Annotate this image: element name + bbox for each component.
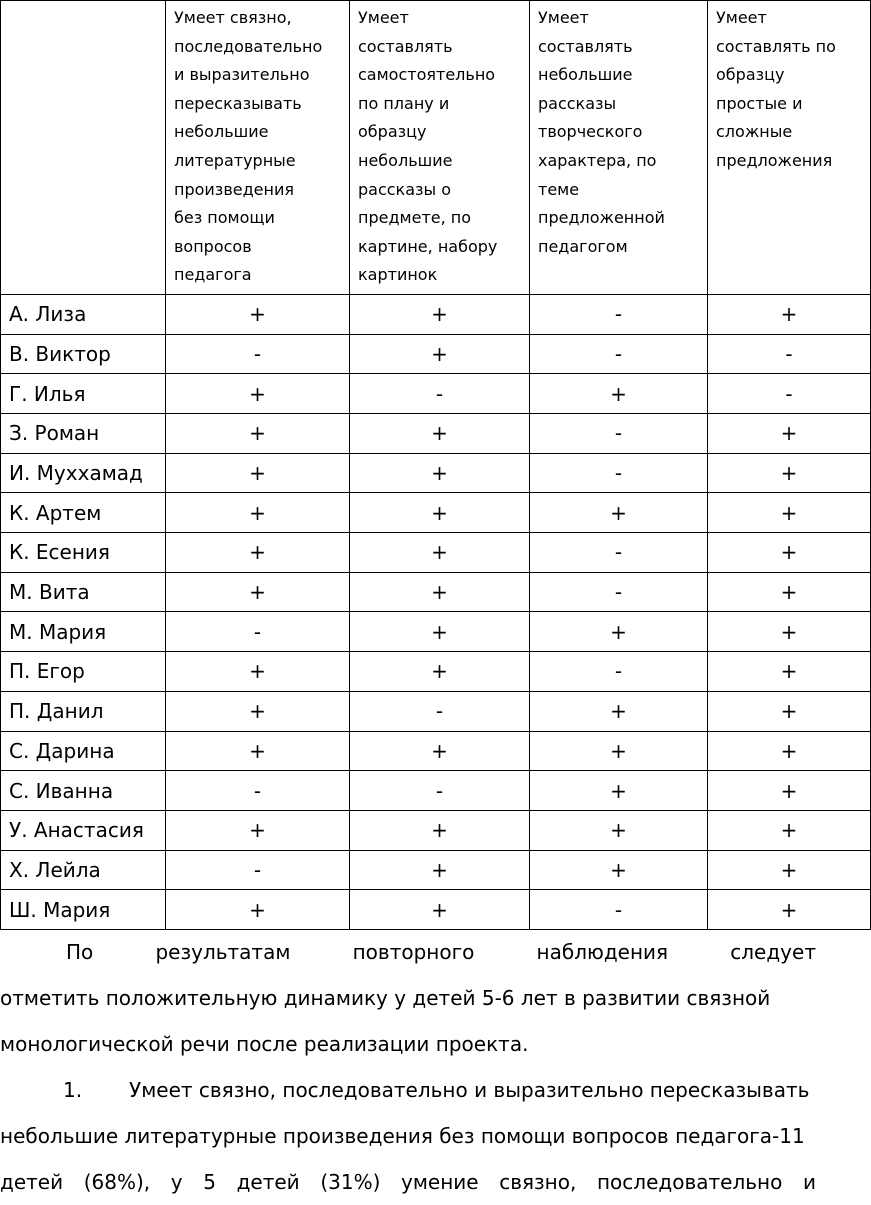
skill-mark-cell: -: [350, 374, 530, 414]
word: По: [66, 940, 94, 964]
skill-mark-cell: +: [708, 572, 871, 612]
skill-mark-cell: +: [708, 493, 871, 533]
child-name-cell: С. Дарина: [1, 731, 166, 771]
header-line: составлять: [358, 36, 453, 56]
word: умение: [401, 1170, 479, 1194]
header-cell-3: [530, 1, 708, 295]
skill-mark-cell: -: [166, 771, 350, 811]
header-line: предмете, по: [358, 208, 472, 228]
header-line: рассказы о: [358, 179, 452, 199]
word: следует: [730, 940, 816, 964]
skill-mark-cell: +: [708, 771, 871, 811]
skill-mark-cell: +: [166, 572, 350, 612]
child-name-cell: С. Иванна: [1, 771, 166, 811]
child-name-cell: И. Муххамад: [1, 453, 166, 493]
header-line: последовательно: [174, 36, 323, 56]
header-line: образцу: [358, 122, 427, 142]
header-line: педагога: [174, 265, 252, 285]
header-line: сложные: [716, 122, 793, 142]
child-name-cell: А. Лиза: [1, 294, 166, 334]
skill-mark-cell: +: [530, 374, 708, 414]
skill-mark-cell: -: [530, 294, 708, 334]
skill-mark-cell: +: [166, 652, 350, 692]
header-line: педагогом: [538, 236, 628, 256]
skill-mark-cell: +: [530, 612, 708, 652]
skill-mark-cell: -: [530, 533, 708, 573]
header-line: творческого: [538, 122, 643, 142]
word: последовательно: [596, 1170, 783, 1194]
skill-mark-cell: -: [166, 334, 350, 374]
header-cell-2: [350, 1, 530, 295]
skill-mark-cell: +: [166, 414, 350, 454]
table-row: [1, 850, 871, 890]
word: у: [170, 1170, 183, 1194]
child-name-cell: Г. Илья: [1, 374, 166, 414]
table-row: [1, 771, 871, 811]
table-row: [1, 612, 871, 652]
skill-mark-cell: +: [166, 533, 350, 573]
skill-mark-cell: +: [350, 493, 530, 533]
word: детей: [236, 1170, 300, 1194]
word: 5: [203, 1170, 216, 1194]
child-name-cell: У. Анастасия: [1, 810, 166, 850]
skill-mark-cell: +: [166, 810, 350, 850]
header-line: Умеет: [358, 8, 409, 27]
skill-mark-cell: -: [530, 414, 708, 454]
child-name-cell: К. Артем: [1, 493, 166, 533]
table-row: [1, 294, 871, 334]
skill-mark-cell: +: [708, 533, 871, 573]
list-item-1: [0, 1067, 816, 1113]
skill-mark-cell: +: [708, 691, 871, 731]
skill-mark-cell: +: [166, 493, 350, 533]
table-row: [1, 374, 871, 414]
paragraph-line-1: [0, 929, 816, 975]
header-cell-empty: [1, 1, 166, 295]
skill-mark-cell: +: [350, 334, 530, 374]
skill-mark-cell: +: [708, 731, 871, 771]
header-line: составлять: [538, 36, 633, 56]
word: (31%): [320, 1170, 381, 1194]
child-name-cell: В. Виктор: [1, 334, 166, 374]
header-line: предложенной: [538, 208, 665, 228]
table-row: [1, 533, 871, 573]
skill-mark-cell: +: [166, 691, 350, 731]
child-name-cell: Ш. Мария: [1, 890, 166, 930]
list-item-number: 1.: [63, 1078, 83, 1102]
child-name-cell: К. Есения: [1, 533, 166, 573]
skill-mark-cell: -: [166, 612, 350, 652]
header-cell-1: [166, 1, 350, 295]
skill-mark-cell: +: [708, 652, 871, 692]
skill-mark-cell: +: [530, 691, 708, 731]
list-item-text-line-3: [0, 1159, 816, 1205]
child-name-cell: М. Мария: [1, 612, 166, 652]
body-text: [0, 929, 816, 1205]
word: (68%),: [83, 1170, 151, 1194]
table-row: [1, 691, 871, 731]
skill-mark-cell: +: [708, 453, 871, 493]
table-row: [1, 334, 871, 374]
header-line: предложения: [716, 150, 833, 170]
paragraph-line-2: отметить положительную динамику у детей 5-6 лет в развитии связной: [0, 986, 771, 1010]
header-line: небольшие: [174, 122, 269, 142]
skill-mark-cell: +: [530, 810, 708, 850]
table-header-row: [1, 1, 871, 295]
word: связно,: [499, 1170, 577, 1194]
header-line: картине, набору: [358, 236, 498, 256]
skill-mark-cell: +: [708, 294, 871, 334]
skill-mark-cell: +: [350, 731, 530, 771]
skill-mark-cell: +: [166, 374, 350, 414]
skill-mark-cell: +: [530, 731, 708, 771]
skill-mark-cell: +: [350, 572, 530, 612]
table-body: [1, 294, 871, 929]
child-name-cell: П. Данил: [1, 691, 166, 731]
skill-mark-cell: +: [350, 890, 530, 930]
header-line: простые и: [716, 93, 803, 113]
skill-mark-cell: -: [350, 691, 530, 731]
table-row: [1, 414, 871, 454]
header-line: и выразительно: [174, 65, 310, 85]
skill-mark-cell: +: [350, 533, 530, 573]
skill-mark-cell: +: [166, 294, 350, 334]
header-line: вопросов: [174, 236, 252, 256]
word: и: [802, 1170, 816, 1194]
skill-mark-cell: +: [166, 890, 350, 930]
header-line: пересказывать: [174, 93, 302, 113]
child-name-cell: М. Вита: [1, 572, 166, 612]
child-name-cell: П. Егор: [1, 652, 166, 692]
skill-mark-cell: -: [708, 374, 871, 414]
skill-mark-cell: +: [530, 850, 708, 890]
header-line: литературные: [174, 150, 296, 170]
skill-mark-cell: +: [350, 414, 530, 454]
header-line: Умеет: [716, 8, 767, 27]
table-row: [1, 572, 871, 612]
list-item-text-line-2: небольшие литературные произведения без помощи вопросов педагога-11: [0, 1124, 805, 1148]
header-line: характера, по: [538, 150, 657, 170]
word: наблюдения: [536, 940, 669, 964]
skill-mark-cell: +: [708, 810, 871, 850]
skill-mark-cell: +: [350, 810, 530, 850]
word: повторного: [352, 940, 475, 964]
table-row: [1, 652, 871, 692]
header-line: Умеет связно,: [174, 8, 292, 27]
header-line: рассказы: [538, 93, 617, 113]
table-row: [1, 453, 871, 493]
skill-mark-cell: +: [350, 850, 530, 890]
header-line: Умеет: [538, 8, 589, 27]
table-row: [1, 493, 871, 533]
skill-mark-cell: +: [350, 453, 530, 493]
word: детей: [0, 1170, 64, 1194]
skill-mark-cell: -: [530, 890, 708, 930]
header-line: теме: [538, 179, 580, 199]
skill-mark-cell: -: [166, 850, 350, 890]
skill-mark-cell: +: [708, 890, 871, 930]
header-line: небольшие: [538, 65, 633, 85]
skill-mark-cell: +: [166, 453, 350, 493]
skill-mark-cell: +: [166, 731, 350, 771]
header-cell-4: [708, 1, 871, 295]
list-item-text-line-1: Умеет связно, последовательно и выразительно пересказывать: [129, 1078, 810, 1102]
child-name-cell: Х. Лейла: [1, 850, 166, 890]
skill-mark-cell: -: [530, 572, 708, 612]
skill-mark-cell: +: [708, 850, 871, 890]
skill-mark-cell: +: [530, 771, 708, 811]
skill-mark-cell: +: [350, 612, 530, 652]
table-row: [1, 731, 871, 771]
paragraph-line-3: монологической речи после реализации проекта.: [0, 1032, 529, 1056]
skill-mark-cell: -: [350, 771, 530, 811]
header-line: без помощи: [174, 208, 275, 228]
skill-mark-cell: +: [708, 414, 871, 454]
skill-mark-cell: +: [350, 294, 530, 334]
skill-mark-cell: -: [530, 453, 708, 493]
header-line: произведения: [174, 179, 294, 199]
table-row: [1, 810, 871, 850]
header-line: картинок: [358, 265, 438, 285]
skill-mark-cell: -: [530, 652, 708, 692]
child-name-cell: З. Роман: [1, 414, 166, 454]
skill-mark-cell: -: [530, 334, 708, 374]
header-line: образцу: [716, 65, 785, 85]
skill-mark-cell: +: [530, 493, 708, 533]
header-line: самостоятельно: [358, 65, 496, 85]
header-line: составлять по: [716, 36, 836, 56]
word: результатам: [155, 940, 291, 964]
skill-mark-cell: -: [708, 334, 871, 374]
skill-mark-cell: +: [350, 652, 530, 692]
skill-mark-cell: +: [708, 612, 871, 652]
table-row: [1, 890, 871, 930]
header-line: небольшие: [358, 150, 453, 170]
header-line: по плану и: [358, 93, 450, 113]
